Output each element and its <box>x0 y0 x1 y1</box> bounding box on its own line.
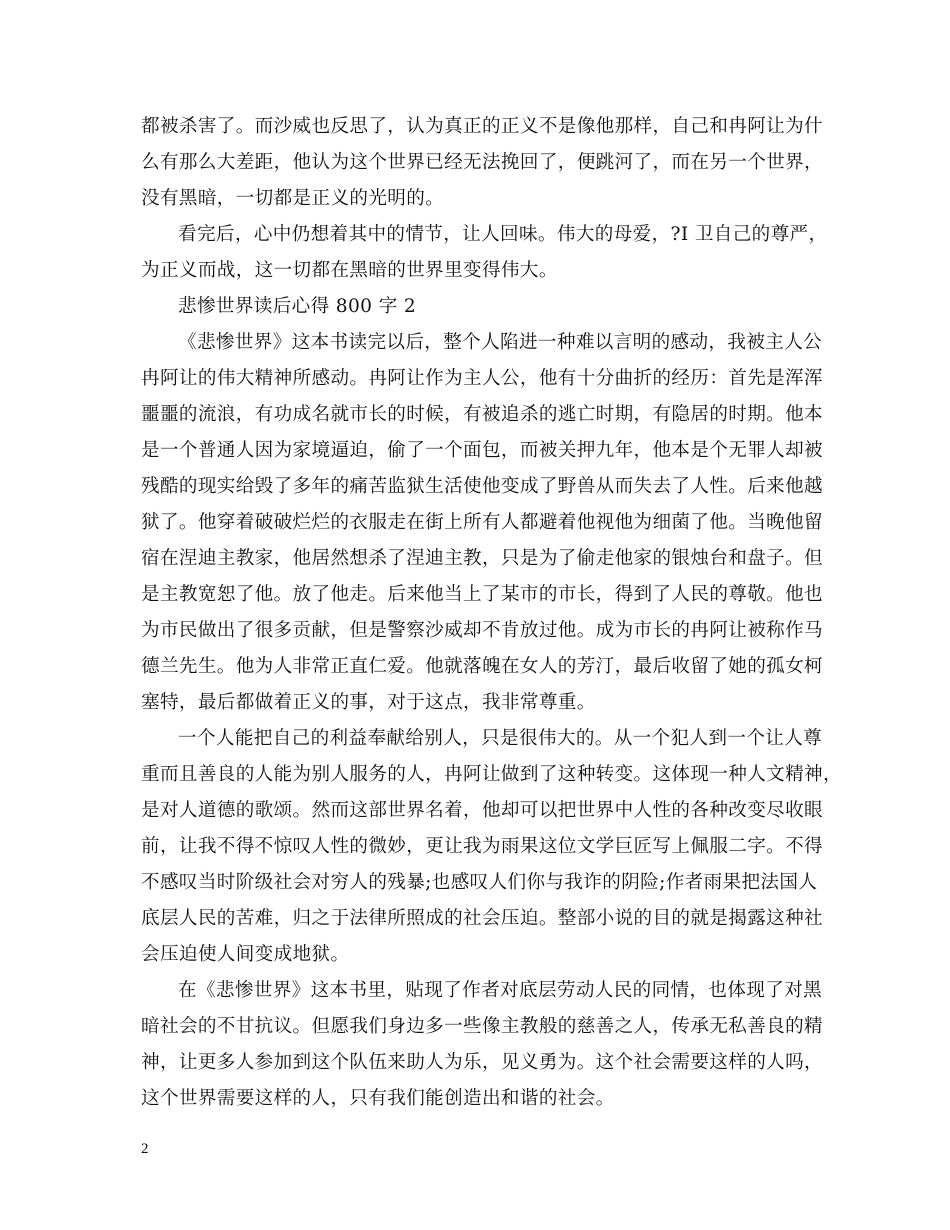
text-line: 为市民做出了很多贡献，但是警察沙威却不肯放过他。成为市长的冉阿让被称作马 <box>141 620 823 641</box>
text-line: 是对人道德的歌颂。然而这部世界名着，他却可以把世界中人性的各种改变尽收眼 <box>141 800 823 821</box>
text-line: 重而且善良的人能为别人服务的人，冉阿让做到了这种转变。这体现一种人文精神， <box>141 764 842 785</box>
paragraph-first-line: 看完后，心中仍想着其中的情节，让人回味。伟大的母爱，?I 卫自己的尊严， <box>178 224 828 245</box>
text-line: 这个世界需要这样的人，只有我们能创造出和谐的社会。 <box>141 1088 615 1109</box>
text-line: 德兰先生。他为人非常正直仁爱。他就落魄在女人的芳汀，最后收留了她的孤女柯 <box>141 656 823 677</box>
text-line: 为正义而战，这一切都在黑暗的世界里变得伟大。 <box>141 260 558 281</box>
text-line: 不感叹当时阶级社会对穷人的残暴;也感叹人们你与我诈的阴险;作者雨果把法国人 <box>141 872 818 893</box>
text-line: 宿在涅迪主教家，他居然想杀了涅迪主教，只是为了偷走他家的银烛台和盘子。但 <box>141 548 823 569</box>
text-line: 没有黑暗，一切都是正义的光明的。 <box>141 188 445 209</box>
section-heading: 悲惨世界读后心得 800 字 2 <box>178 296 416 317</box>
page-number: 2 <box>141 1141 149 1157</box>
text-line: 是一个普通人因为家境逼迫，偷了一个面包，而被关押九年，他本是个无罪人却被 <box>141 440 823 461</box>
text-line: 么有那么大差距，他认为这个世界已经无法挽回了，便跳河了，而在另一个世界， <box>141 152 823 173</box>
paragraph-first-line: 一个人能把自己的利益奉献给别人，只是很伟大的。从一个犯人到一个让人尊 <box>178 728 823 749</box>
paragraph-first-line: 在《悲惨世界》这本书里，贴现了作者对底层劳动人民的同情，也体现了对黑 <box>178 980 823 1001</box>
text-line: 神，让更多人参加到这个队伍来助人为乐，见义勇为。这个社会需要这样的人吗， <box>141 1052 823 1073</box>
text-line: 底层人民的苦难，归之于法律所照成的社会压迫。整部小说的目的就是揭露这种社 <box>141 908 823 929</box>
paragraph-first-line: 《悲惨世界》这本书读完以后，整个人陷进一种难以言明的感动，我被主人公 <box>178 332 823 353</box>
text-line: 暗社会的不甘抗议。但愿我们身边多一些像主教般的慈善之人，传承无私善良的精 <box>141 1016 823 1037</box>
text-line: 塞特，最后都做着正义的事，对于这点，我非常尊重。 <box>141 692 596 713</box>
text-line: 前，让我不得不惊叹人性的微妙，更让我为雨果这位文学巨匠写上佩服二字。不得 <box>141 836 823 857</box>
text-line: 是主教宽恕了他。放了他走。后来他当上了某市的市长，得到了人民的尊敬。他也 <box>141 584 823 605</box>
text-line: 狱了。他穿着破破烂烂的衣服走在街上所有人都避着他视他为细菌了他。当晚他留 <box>141 512 823 533</box>
text-line: 残酷的现实给毁了多年的痛苦监狱生活使他变成了野兽从而失去了人性。后来他越 <box>141 476 823 497</box>
text-line: 噩噩的流浪，有功成名就市长的时候，有被追杀的逃亡时期，有隐居的时期。他本 <box>141 404 823 425</box>
text-line: 都被杀害了。而沙威也反思了，认为真正的正义不是像他那样，自己和冉阿让为什 <box>141 116 823 137</box>
text-line: 冉阿让的伟大精神所感动。冉阿让作为主人公，他有十分曲折的经历：首先是浑浑 <box>141 368 823 389</box>
text-line: 会压迫使人间变成地狱。 <box>141 944 350 965</box>
